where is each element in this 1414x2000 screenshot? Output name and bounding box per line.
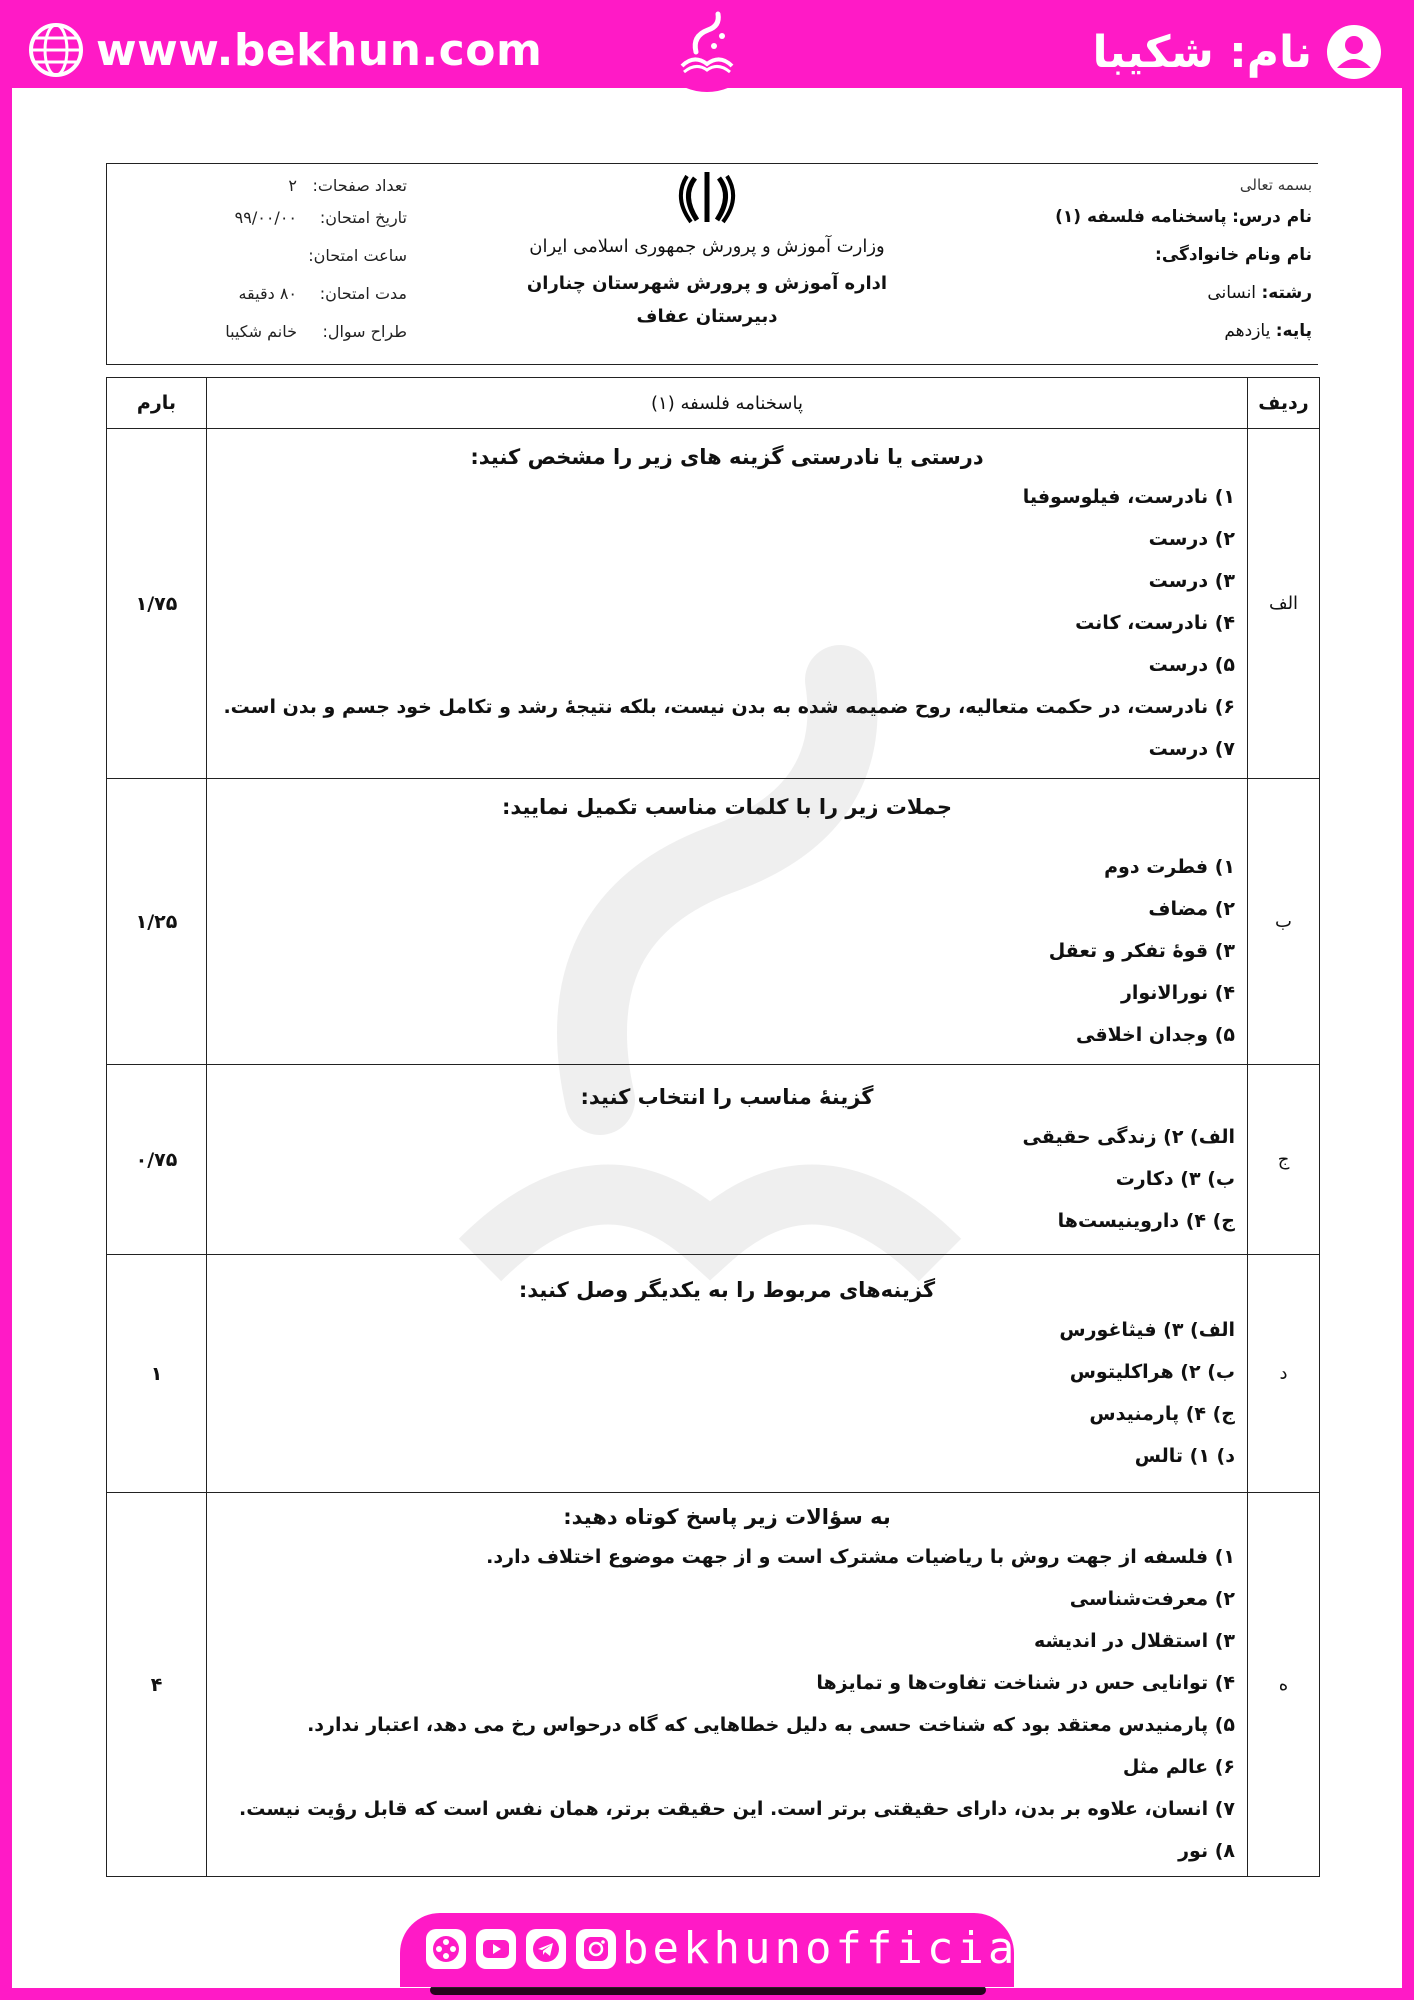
name-text: نام: شکیبا	[1092, 26, 1312, 78]
film-reel-icon[interactable]	[426, 1929, 466, 1969]
answer-item: ۶) نادرست، در حکمت متعالیه، روح ضمیمه شده به بدن نیست، بلکه نتیجهٔ رشد و تکامل خود جسم و بدن است.	[223, 695, 1235, 718]
answer-item: ۱) فلسفه از جهت روش با ریاضیات مشترک است و از جهت موضوع اختلاف دارد.	[486, 1545, 1235, 1568]
section-score: ۰/۷۵	[107, 1065, 207, 1255]
section-label: ه	[1248, 1493, 1320, 1877]
header-right	[1032, 172, 1312, 350]
pages-line: تعداد صفحات: ۲	[288, 175, 407, 195]
answer-item: ۴) نورالانوار	[1120, 981, 1235, 1004]
question-title: گزینهٔ مناسب را انتخاب کنید:	[580, 1084, 874, 1109]
family-line: نام ونام خانوادگی:	[1155, 245, 1312, 265]
social-icons	[426, 1929, 616, 1969]
ministry-name: وزارت آموزش و پرورش جمهوری اسلامی ایران	[529, 236, 885, 257]
social-bar	[400, 1913, 1049, 1987]
question-title: درستی یا نادرستی گزینه های زیر را مشخص کنید:	[470, 444, 984, 469]
answer-item: ۶) عالم مثل	[1122, 1755, 1235, 1778]
header-title-col: پاسخنامه فلسفه (۱)	[207, 378, 1248, 429]
answer-item: ۷) انسان، علاوه بر بدن، دارای حقیقتی برتر است. این حقیقت برتر، همان نفس است که قابل رؤیت نیست.	[239, 1797, 1235, 1820]
website-link[interactable]	[28, 22, 542, 78]
section-label: ج	[1248, 1065, 1320, 1255]
answer-item: ۳) استقلال در اندیشه	[1034, 1629, 1235, 1652]
telegram-icon[interactable]	[526, 1929, 566, 1969]
answer-item: الف) ۲) زندگی حقیقی	[1022, 1125, 1235, 1148]
section-score: ۱/۲۵	[107, 779, 207, 1065]
answer-item: ۴) توانایی حس در شناخت تفاوت‌ها و تمایزها	[816, 1671, 1235, 1694]
answer-item: ۸) نور	[1178, 1839, 1235, 1862]
section-content	[207, 1493, 1248, 1877]
answer-item: ۳) قوهٔ تفکر و تعقل	[1048, 939, 1235, 962]
field-line: رشته: انسانی	[1207, 283, 1312, 303]
iran-emblem-icon	[675, 168, 739, 226]
designer-value: خانم شکیبا	[225, 321, 297, 341]
answer-item: الف) ۳) فیثاغورس	[1059, 1318, 1235, 1341]
question-title: جملات زیر را با کلمات مناسب تکمیل نمایید:	[501, 794, 953, 819]
grade-value: یازدهم	[1224, 321, 1271, 341]
date-value: ۹۹/۰۰/۰۰	[234, 207, 297, 227]
section-content	[207, 1255, 1248, 1493]
header-row-col: ردیف	[1248, 378, 1320, 429]
book-logo-icon	[674, 6, 740, 82]
answer-item: ب) ۳) دکارت	[1115, 1167, 1235, 1190]
section-score: ۱/۷۵	[107, 429, 207, 779]
duration-line: مدت امتحان: ۸۰ دقیقه	[238, 283, 407, 303]
bismillah: بسمه تعالی	[1239, 176, 1312, 194]
answer-item: ب) ۲) هراکلیتوس	[1069, 1360, 1235, 1383]
section-content	[207, 779, 1248, 1065]
answer-item: ۱) نادرست، فیلوسوفیا	[1022, 485, 1235, 508]
answer-item: ۵) درست	[1148, 653, 1235, 676]
pages-value: ۲	[288, 175, 297, 195]
exam-header	[106, 163, 1318, 365]
date-line: تاریخ امتحان: ۹۹/۰۰/۰۰	[234, 207, 407, 227]
student-name	[1092, 22, 1384, 82]
user-icon	[1324, 22, 1384, 82]
header-center	[507, 168, 907, 327]
answer-item: ۳) درست	[1148, 569, 1235, 592]
section-score: ۴	[107, 1493, 207, 1877]
section-content	[207, 1065, 1248, 1255]
course-value: پاسخنامه فلسفه (۱)	[1055, 207, 1227, 227]
section-jim	[107, 1065, 1320, 1255]
instagram-icon[interactable]	[576, 1929, 616, 1969]
course-line: نام درس: پاسخنامه فلسفه (۱)	[1055, 207, 1312, 227]
answer-item: ۵) پارمنیدس معتقد بود که شناخت حسی به دلیل خطاهایی که گاه درحواس رخ می دهد، اعتبار ندارد.	[307, 1713, 1235, 1736]
field-value: انسانی	[1207, 283, 1257, 303]
section-alef	[107, 429, 1320, 779]
section-label: الف	[1248, 429, 1320, 779]
section-label: د	[1248, 1255, 1320, 1493]
table-header-row	[107, 378, 1320, 429]
time-line: ساعت امتحان:	[308, 245, 407, 265]
section-score: ۱	[107, 1255, 207, 1493]
question-title: گزینه‌های مربوط را به یکدیگر وصل کنید:	[518, 1277, 936, 1302]
question-title: به سؤالات زیر پاسخ کوتاه دهید:	[563, 1504, 891, 1529]
section-he	[107, 1493, 1320, 1877]
office-name: اداره آموزش و پرورش شهرستان چناران	[526, 273, 888, 294]
section-be	[107, 779, 1320, 1065]
website-text: www.bekhun.com	[96, 24, 543, 76]
header-score-col: بارم	[107, 378, 207, 429]
answer-item: ۲) درست	[1148, 527, 1235, 550]
answer-item: ج) ۴) داروینیست‌ها	[1057, 1209, 1235, 1232]
section-dal	[107, 1255, 1320, 1493]
designer-line: طراح سوال: خانم شکیبا	[225, 321, 407, 341]
answer-item: ۲) معرفت‌شناسی	[1069, 1587, 1235, 1610]
youtube-icon[interactable]	[476, 1929, 516, 1969]
social-handle[interactable]: bekhunofficial	[622, 1923, 1049, 1974]
answer-table	[106, 377, 1320, 1877]
header-left	[127, 172, 407, 350]
answer-item: ۲) مضاف	[1148, 897, 1235, 920]
answer-item: ۴) نادرست، کانت	[1075, 611, 1235, 634]
grade-line: پایه: یازدهم	[1224, 321, 1312, 341]
globe-icon	[28, 22, 84, 78]
answer-item: ۷) درست	[1148, 737, 1235, 760]
section-content	[207, 429, 1248, 779]
school-name: دبیرستان عفاف	[636, 306, 778, 327]
section-label: ب	[1248, 779, 1320, 1065]
duration-value: ۸۰ دقیقه	[238, 283, 297, 303]
answer-item: ج) ۴) پارمنیدس	[1089, 1402, 1235, 1425]
answer-item: ۵) وجدان اخلاقی	[1075, 1023, 1235, 1046]
answer-item: ۱) فطرت دوم	[1104, 855, 1235, 878]
answer-item: د) ۱) تالس	[1134, 1444, 1235, 1467]
